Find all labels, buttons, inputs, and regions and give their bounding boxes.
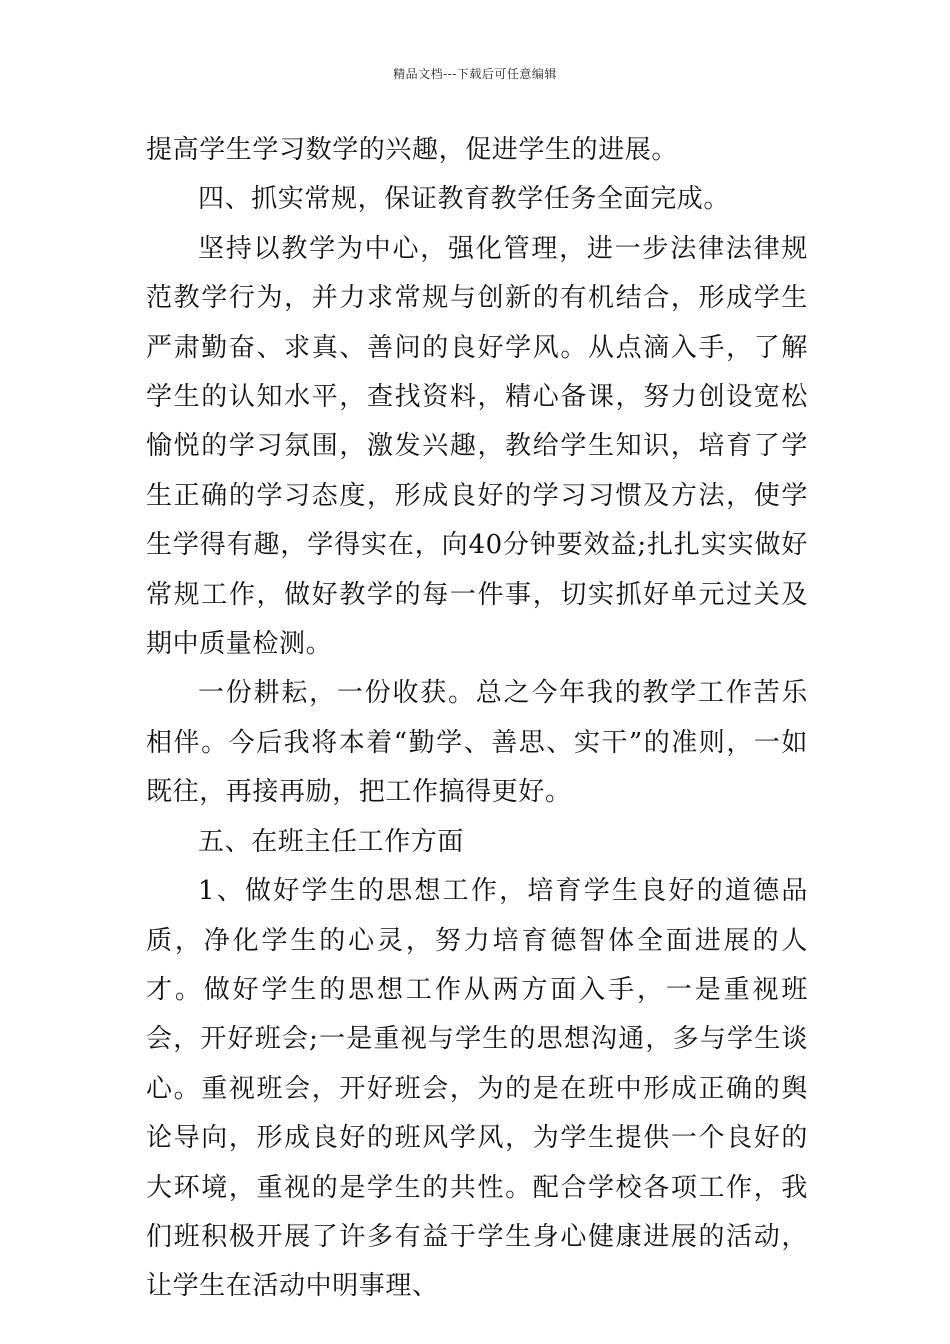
- paragraph-class-teacher-work: 1、做好学生的思想工作，培育学生良好的道德品质，净化学生的心灵，努力培育德智体全面进展的人才。做好学生的思想工作从两方面入手，一是重视班会，开好班会;一是重视与学生的思想沟通，多与学生谈心。重视班会，开好班会，为的是在班中形成正确的舆论导向，形成良好的班风学风，为学生提供一个良好的大环境，重视的是学生的共性。配合学校各项工作，我们班积极开展了许多有益于学生身心健康进展的活动，让学生在活动中明事理、: [146, 876, 808, 1302]
- document-body: [146, 126, 808, 1312]
- paragraph-summary: 一份耕耘，一份收获。总之今年我的教学工作苦乐相伴。今后我将本着“勤学、善思、实干”的准则，一如既往，再接再励，把工作搞得更好。: [146, 678, 808, 808]
- paragraph-teaching-routine: 坚持以教学为中心，强化管理，进一步法律法律规范教学行为，并力求常规与创新的有机结合，形成学生严肃勤奋、求真、善问的良好学风。从点滴入手，了解学生的认知水平，查找资料，精心备课，努力创设宽松愉悦的学习氛围，激发兴趣，教给学生知识，培育了学生正确的学习态度，形成良好的学习习惯及方法，使学生学得有趣，学得实在，向40分钟要效益;扎扎实实做好常规工作，做好教学的每一件事，切实抓好单元过关及期中质量检测。: [146, 233, 808, 660]
- section-heading-five: 五、在班主任工作方面: [198, 826, 465, 857]
- paragraph-continuation: 提高学生学习数学的兴趣，促进学生的进展。: [146, 135, 679, 165]
- page-header: 精品文档---下载后可任意编辑: [393, 67, 557, 81]
- section-heading-four: 四、抓实常规，保证教育教学任务全面完成。: [198, 184, 731, 215]
